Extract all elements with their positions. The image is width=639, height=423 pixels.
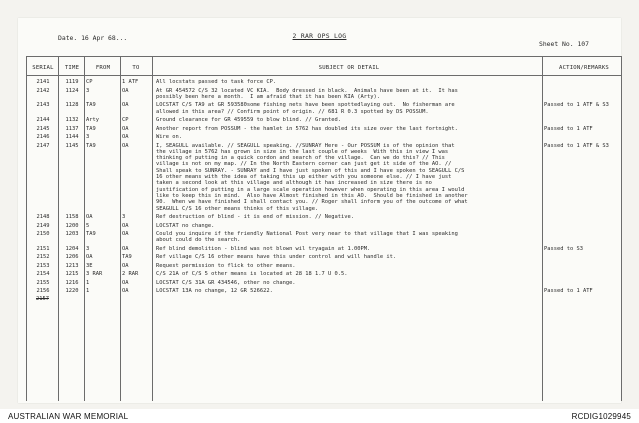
to-cell: OA — [122, 231, 129, 238]
subject-line: LOCSTAT C/S 31A GR 434546, other no change. — [156, 279, 296, 286]
time-cell: 1145 — [65, 142, 79, 149]
column-header-to: TO — [132, 65, 140, 71]
from-cell: 3 RAR — [86, 271, 103, 278]
struck-serial: 2157 — [36, 295, 49, 302]
subject-line: thinking of putting in a quick cordon and search of the village. Can we do this? // This — [156, 155, 445, 162]
log-entry-row — [26, 117, 622, 123]
from-cell: 5 — [86, 222, 90, 229]
serial-cell: 2151 — [36, 245, 50, 252]
serial-cell: 2146 — [36, 134, 50, 141]
from-cell: 1 — [86, 288, 90, 295]
column-header-time: TIME — [64, 65, 80, 71]
subject-line: Wire on. — [156, 134, 182, 141]
log-entry-row — [26, 288, 622, 294]
time-cell: 1128 — [65, 102, 79, 109]
subject-line: LOCSTAT 13A no change, 12 GR 526622. — [156, 288, 273, 295]
log-entry-row — [26, 231, 622, 244]
to-cell: OA — [122, 87, 129, 94]
from-cell: 3 — [86, 87, 90, 94]
subject-line: justification of putting in a large scale operation however when operating in this area I would — [156, 186, 465, 193]
to-cell: OA — [122, 125, 129, 132]
time-cell: 1144 — [65, 134, 79, 141]
action-remark: Passed to 1 ATF & S3 — [544, 142, 609, 149]
log-entry-row — [26, 102, 622, 115]
from-cell: 3 — [86, 245, 90, 252]
log-entry-row — [26, 126, 622, 132]
serial-cell: 2142 — [36, 87, 50, 94]
subject-line: taken a second look at this village and although it has increased in size there is no — [156, 180, 432, 187]
column-header-serial: SERIAL — [32, 65, 54, 71]
to-cell: OA — [122, 262, 129, 269]
serial-cell: 2141 — [36, 79, 50, 85]
log-entry-row — [26, 88, 622, 101]
serial-cell: 2154 — [36, 271, 50, 278]
subject-line: possibly been here a month. I am afraid that it has been KIA (Arty). — [156, 93, 380, 100]
log-date: Date. 16 Apr 68... — [58, 34, 128, 42]
column-header-subject: SUBJECT OR DETAIL — [318, 65, 380, 71]
subject-line: I, SEAGULL available. // SEAGULL speaking. //SUNRAY Here - Our POSSUM is of the opinion that — [156, 142, 455, 149]
time-cell: 1200 — [65, 222, 79, 229]
serial-cell: 2150 — [36, 231, 50, 238]
time-cell: 1220 — [65, 288, 79, 295]
serial-cell: 2152 — [36, 254, 50, 261]
log-sheet — [18, 18, 621, 403]
log-entry-row — [26, 143, 622, 212]
time-cell: 1213 — [65, 262, 79, 269]
log-entry-row — [26, 254, 622, 260]
to-cell: OA — [122, 245, 129, 252]
subject-line: Ref village C/S 16 other means have this under control and will handle it. — [156, 254, 397, 261]
action-remark: Passed to 1 ATF & S3 — [544, 102, 609, 109]
subject-line: like to keep this in mind. Also have Almost finished in this AO. Should be finished in another — [156, 192, 468, 199]
to-cell: OA — [122, 279, 129, 286]
to-cell: OA — [122, 142, 129, 149]
subject-line: Ground clearance for GR 459559 to blow blind. // Granted. — [156, 117, 341, 124]
subject-line: Could you inquire if the friendly National Post very near to that village that I was speaking — [156, 231, 458, 238]
to-cell: 1 ATF — [122, 79, 139, 85]
from-cell: TA9 — [86, 102, 96, 109]
to-cell: CP — [122, 117, 129, 124]
to-cell: OA — [122, 222, 129, 229]
subject-line: the village in 5762 has grown in size in the last couple of weeks With this in view I was — [156, 148, 449, 155]
column-header-from: FROM — [95, 65, 111, 71]
log-entry-row — [26, 214, 622, 220]
time-cell: 1132 — [65, 117, 79, 124]
time-cell: 1216 — [65, 279, 79, 286]
from-cell: TA9 — [86, 142, 96, 149]
log-entry-row — [26, 246, 622, 252]
action-remark: Passed to 1 ATF — [544, 288, 593, 295]
subject-line: allowed in this area? // Confirm point of origin. // 681 R 0.3 spotted by DS POSSUM. — [156, 108, 429, 115]
page-title: 2 RAR OPS LOG — [292, 32, 347, 40]
time-cell: 1119 — [65, 79, 79, 85]
from-cell: 3E — [86, 262, 93, 269]
subject-line: All locstats passed to task force CP. — [156, 79, 277, 85]
subject-line: about could do the search. — [156, 237, 241, 244]
log-entry-row — [26, 271, 622, 277]
subject-line: village is not on my map. // In the North Eastern corner can just get it side of the AO. // — [156, 161, 452, 168]
serial-cell: 2148 — [36, 214, 50, 221]
subject-line: LOCSTAT C/S TA9 at GR 593580some fishing nets have been spottedlaying out. No fisherman are — [156, 102, 455, 109]
serial-cell: 2153 — [36, 262, 50, 269]
time-cell: 1124 — [65, 87, 79, 94]
time-cell: 1215 — [65, 271, 79, 278]
serial-cell: 2143 — [36, 102, 50, 109]
action-remark: Passed to S3 — [544, 245, 583, 252]
subject-line: Ref blind demolition - blind was not blown wil tryagain at 1.00PM. — [156, 245, 371, 252]
subject-line: 16 other means with the idea of taking this up either with you someone else. // I have just — [156, 174, 452, 181]
to-cell: TA9 — [122, 254, 132, 261]
time-cell: 1137 — [65, 125, 79, 132]
subject-line: Another report from POSSUM - the hamlet in 5762 has doubled its size over the last fortnight. — [156, 125, 458, 132]
record-id: RCDIG1029945 — [571, 412, 631, 421]
column-header-action: ACTION/REMARKS — [559, 65, 609, 71]
time-cell: 1204 — [65, 245, 79, 252]
serial-cell: 2156 — [36, 288, 50, 295]
from-cell: 1 — [86, 279, 90, 286]
time-cell: 1203 — [65, 231, 79, 238]
log-entry-row — [26, 79, 622, 85]
subject-line: SEAGULL C/S 16 other means thinks of this village. — [156, 205, 319, 212]
to-cell: OA — [122, 134, 129, 141]
time-cell: 1206 — [65, 254, 79, 261]
serial-cell: 2155 — [36, 279, 50, 286]
to-cell: 3 — [122, 214, 126, 221]
sheet-number: Sheet No. 107 — [538, 40, 589, 48]
from-cell: OA — [86, 254, 93, 261]
log-entry-row — [26, 263, 622, 269]
from-cell: CP — [86, 79, 93, 85]
ops-log-table — [26, 46, 622, 404]
subject-line: Ref destruction of blind - it is end of mission. // Negative. — [156, 214, 354, 221]
header-rule — [26, 56, 622, 57]
to-cell: 2 RAR — [122, 271, 139, 278]
to-cell: OA — [122, 102, 129, 109]
serial-cell: 2147 — [36, 142, 50, 149]
from-cell: Arty — [86, 117, 99, 124]
header-rule — [26, 75, 622, 76]
to-cell: OA — [122, 288, 129, 295]
log-entry-row — [26, 280, 622, 286]
log-entry-row — [26, 223, 622, 229]
subject-line: Shall speak to SUNRAY. - SUNRAY and I have just spoken of this and I have spoken to SEAGULL C/S — [156, 167, 465, 174]
footer-bar — [0, 409, 639, 423]
subject-line: C/S 21A of C/S 5 other means is located at 28 18 1.7 U 0.5. — [156, 271, 348, 278]
from-cell: 3 — [86, 134, 90, 141]
serial-cell: 2145 — [36, 125, 50, 132]
subject-line: Request permission to flick to other means. — [156, 262, 296, 269]
from-cell: TA9 — [86, 125, 96, 132]
subject-line: LOCSTAT no change. — [156, 222, 215, 229]
serial-cell: 2149 — [36, 222, 50, 229]
serial-cell: 2144 — [36, 117, 50, 124]
time-cell: 1158 — [65, 214, 79, 221]
subject-line: 90. When we have finished I shall contact you. // Roger shall inform you of the outcome of what — [156, 199, 468, 206]
subject-line: At GR 454572 C/S 32 located VC KIA. Body dressed in black. Animals have been at it. It has — [156, 87, 458, 94]
from-cell: OA — [86, 214, 93, 221]
archive-credit: AUSTRALIAN WAR MEMORIAL — [8, 412, 129, 421]
log-entry-row — [26, 134, 622, 140]
from-cell: TA9 — [86, 231, 96, 238]
action-remark: Passed to 1 ATF — [544, 125, 593, 132]
